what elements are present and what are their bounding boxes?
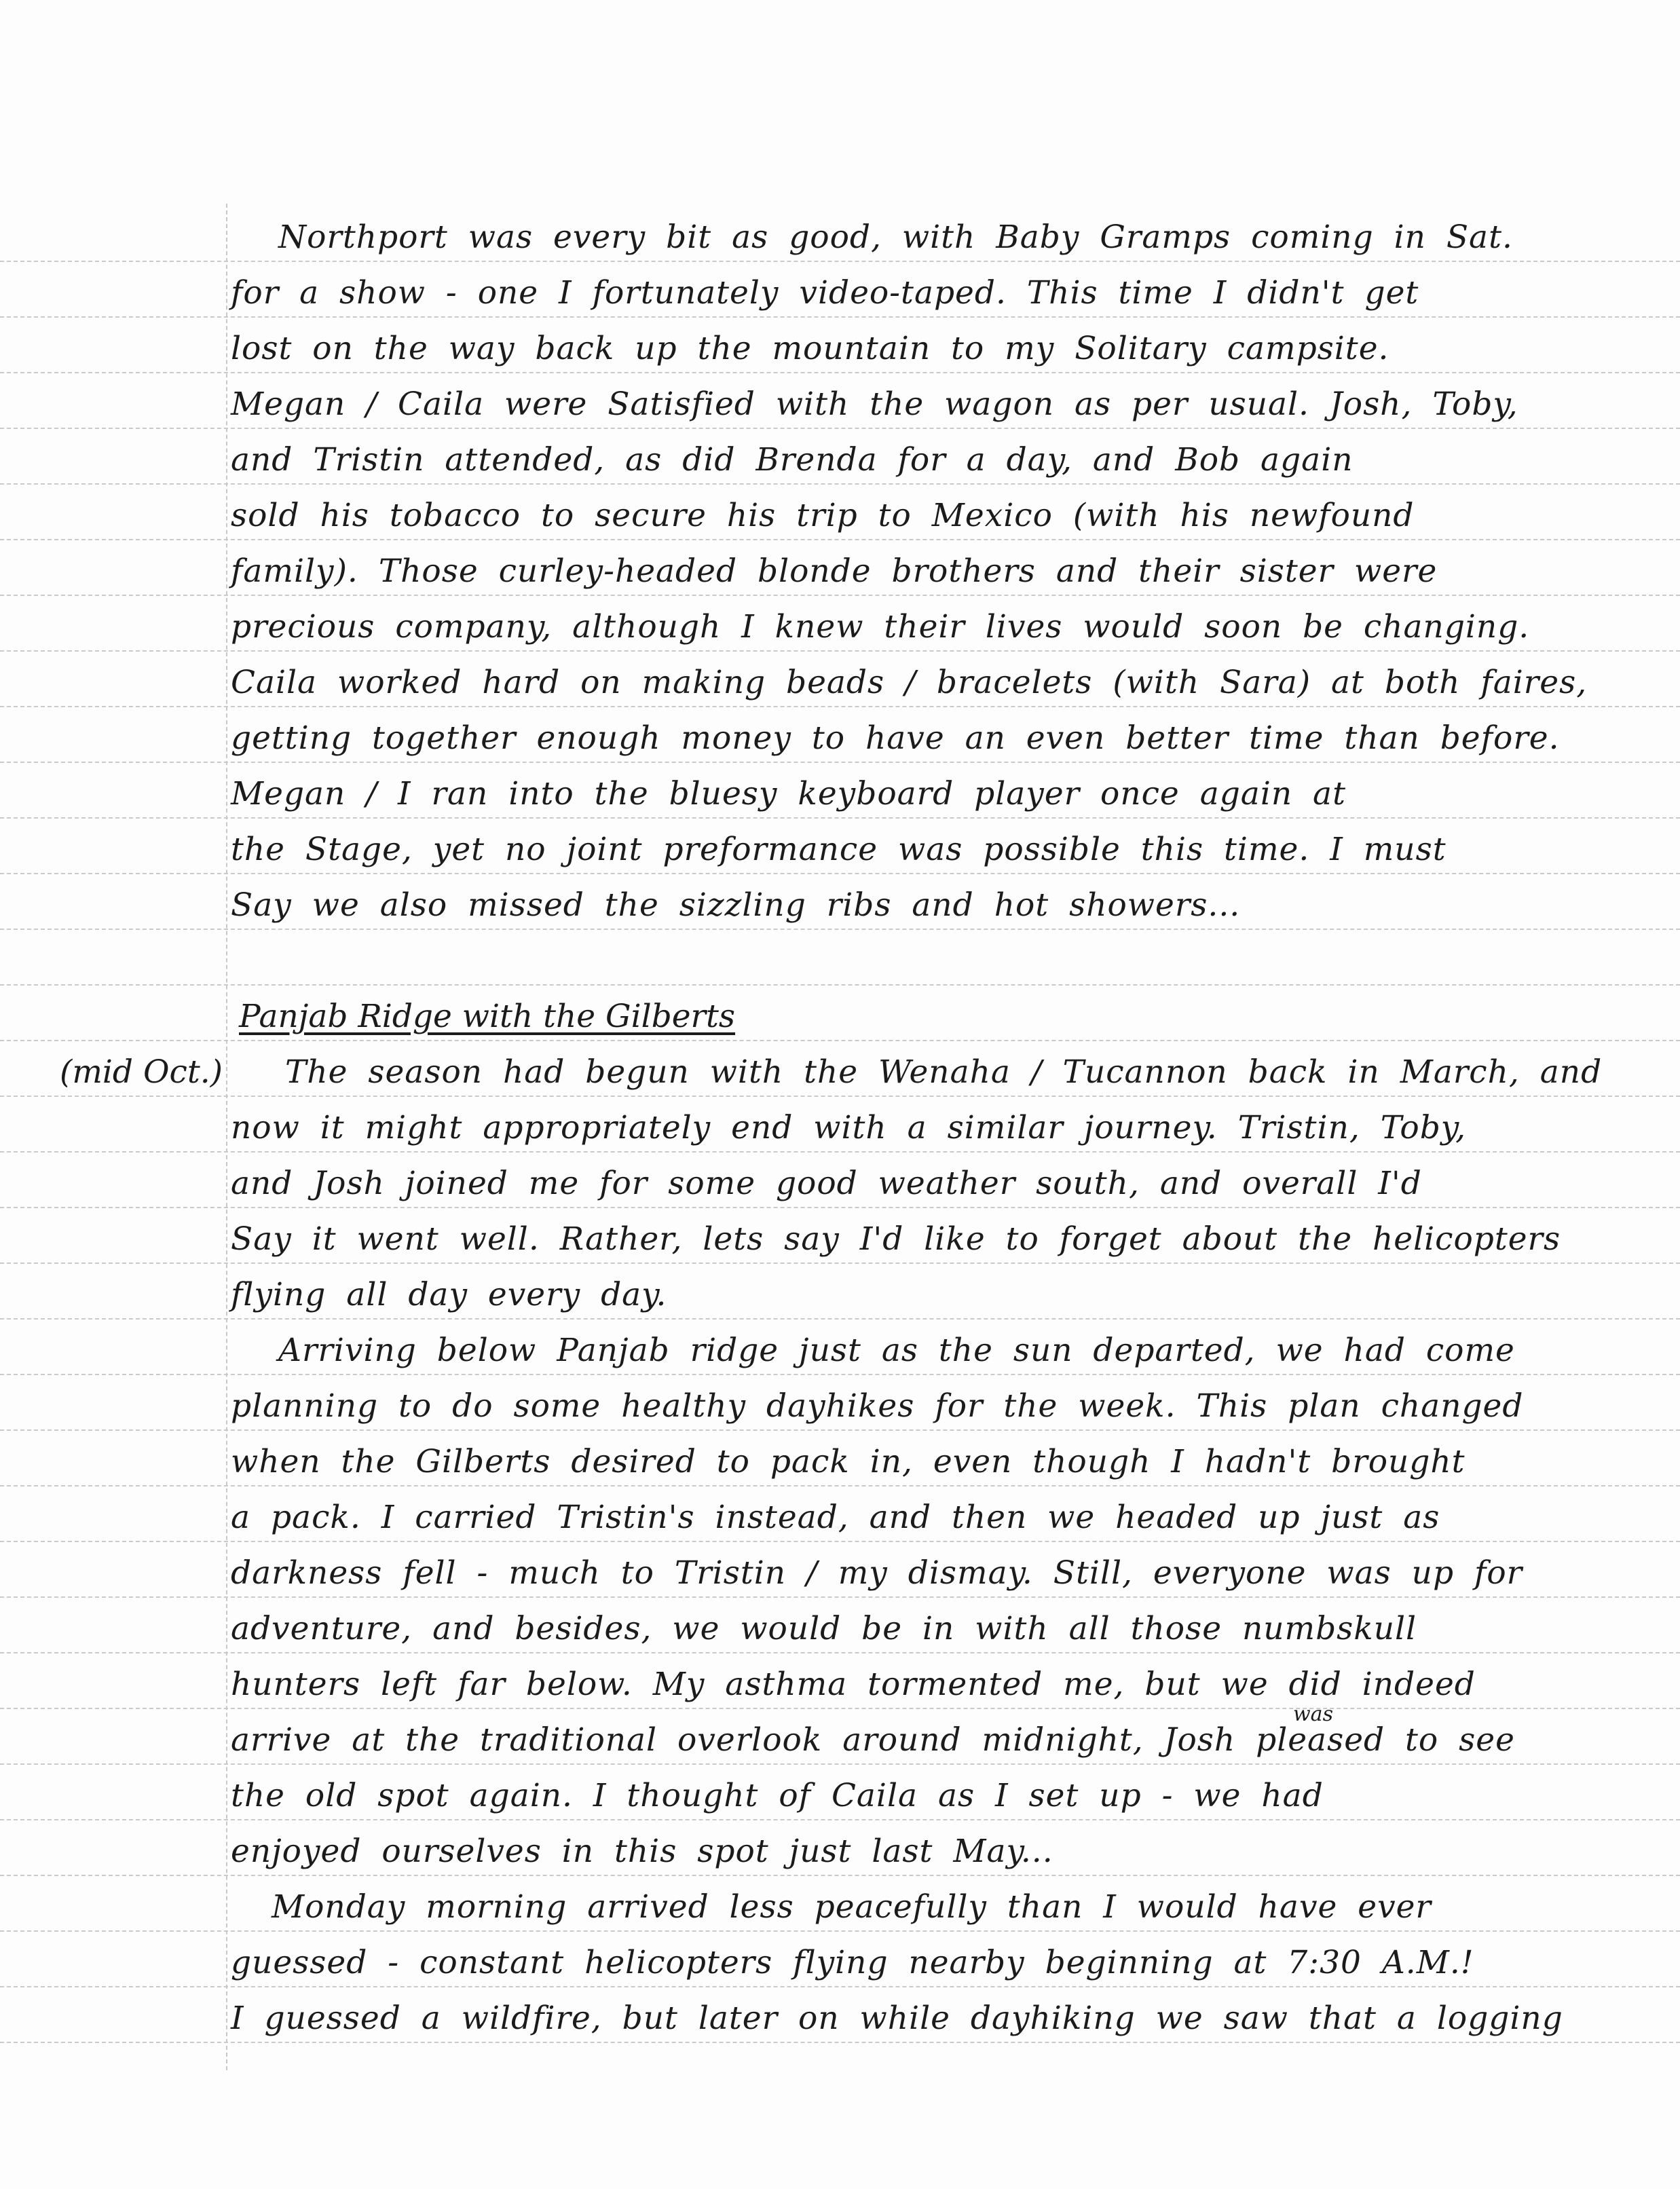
ruled-line — [0, 1040, 1680, 1041]
ruled-line — [0, 1819, 1680, 1820]
journal-line: getting together enough money to have an even better time than before. — [231, 719, 1560, 757]
journal-line: planning to do some healthy dayhikes for the week. This plan changed — [231, 1387, 1524, 1425]
journal-line: and Josh joined me for some good weather south, and overall I'd — [231, 1165, 1422, 1202]
ruled-line — [0, 595, 1680, 596]
journal-line: precious company, although I knew their lives would soon be changing. — [231, 608, 1530, 646]
ruled-line — [0, 428, 1680, 429]
ruled-line — [0, 1151, 1680, 1153]
ruled-line — [0, 1708, 1680, 1709]
ruled-line — [0, 1374, 1680, 1375]
journal-line: darkness fell - much to Tristin / my dismay. Still, everyone was up for — [231, 1554, 1523, 1592]
journal-line: Monday morning arrived less peacefully than I would have ever — [272, 1888, 1432, 1926]
journal-line: Megan / I ran into the bluesy keyboard player once again at — [231, 775, 1346, 812]
ruled-line — [0, 1930, 1680, 1932]
journal-line: flying all day every day. — [231, 1276, 667, 1313]
section-heading: Panjab Ridge with the Gilberts — [239, 998, 736, 1035]
ruled-line — [0, 372, 1680, 373]
ruled-line — [0, 1485, 1680, 1486]
journal-line: a pack. I carried Tristin's instead, and then we headed up just as — [231, 1499, 1440, 1536]
ruled-line — [0, 1986, 1680, 1987]
journal-line: the old spot again. I thought of Caila as I set up - we had — [231, 1777, 1324, 1814]
journal-line: Megan / Caila were Satisfied with the wagon as per usual. Josh, Toby, — [231, 386, 1518, 423]
journal-line: the Stage, yet no joint preformance was possible this time. I must — [231, 831, 1446, 868]
journal-line: I guessed a wildfire, but later on while dayhiking we saw that a logging — [231, 2000, 1563, 2037]
ruled-line — [0, 1096, 1680, 1097]
journal-line: arrive at the traditional overlook around midnight, Josh pleased to see — [231, 1721, 1515, 1759]
journal-line: Caila worked hard on making beads / bracelets (with Sara) at both faires, — [231, 664, 1588, 701]
journal-line: for a show - one I fortunately video-taped. This time I didn't get — [231, 274, 1419, 312]
ruled-line — [0, 1763, 1680, 1765]
ruled-line — [0, 1541, 1680, 1542]
journal-line: Say it went well. Rather, lets say I'd like to forget about the helicopters — [231, 1220, 1561, 1258]
insertion-mark: was — [1293, 1702, 1333, 1726]
journal-line: now it might appropriately end with a similar journey. Tristin, Toby, — [231, 1109, 1467, 1146]
journal-line: Arriving below Panjab ridge just as the sun departed, we had come — [278, 1332, 1515, 1369]
ruled-line — [0, 650, 1680, 652]
journal-line: The season had begun with the Wenaha / Tucannon back in March, and — [285, 1053, 1603, 1091]
ruled-line — [0, 316, 1680, 318]
ruled-line — [0, 706, 1680, 707]
journal-line: and Tristin attended, as did Brenda for a day, and Bob again — [231, 441, 1354, 479]
journal-line: family). Those curley-headed blonde brothers and their sister were — [231, 553, 1438, 590]
journal-line: adventure, and besides, we would be in with all those numbskull — [231, 1610, 1417, 1647]
ruled-line — [0, 984, 1680, 986]
margin-line — [226, 204, 227, 2070]
ruled-line — [0, 873, 1680, 874]
ruled-line — [0, 1429, 1680, 1431]
ruled-line — [0, 1318, 1680, 1320]
journal-line: hunters left far below. My asthma tormented me, but we did indeed — [231, 1666, 1476, 1703]
journal-line: lost on the way back up the mountain to my Solitary campsite. — [231, 330, 1389, 367]
ruled-line — [0, 1652, 1680, 1653]
ruled-line — [0, 762, 1680, 763]
ruled-line — [0, 2042, 1680, 2043]
journal-line: Say we also missed the sizzling ribs and hot showers... — [231, 886, 1241, 924]
margin-note: (mid Oct.) — [60, 1053, 223, 1091]
journal-line: when the Gilberts desired to pack in, even though I hadn't brought — [231, 1443, 1466, 1480]
ruled-line — [0, 1596, 1680, 1598]
journal-line: enjoyed ourselves in this spot just last May... — [231, 1833, 1053, 1870]
ruled-line — [0, 539, 1680, 540]
ruled-line — [0, 1262, 1680, 1264]
ruled-line — [0, 929, 1680, 930]
ruled-line — [0, 817, 1680, 819]
ruled-line — [0, 261, 1680, 262]
ruled-line — [0, 1875, 1680, 1876]
journal-line: sold his tobacco to secure his trip to Mexico (with his newfound — [231, 497, 1415, 534]
journal-line: Northport was every bit as good, with Baby Gramps coming in Sat. — [278, 219, 1513, 256]
ruled-line — [0, 483, 1680, 485]
journal-line: guessed - constant helicopters flying nearby beginning at 7:30 A.M.! — [231, 1944, 1474, 1981]
ruled-line — [0, 1207, 1680, 1208]
